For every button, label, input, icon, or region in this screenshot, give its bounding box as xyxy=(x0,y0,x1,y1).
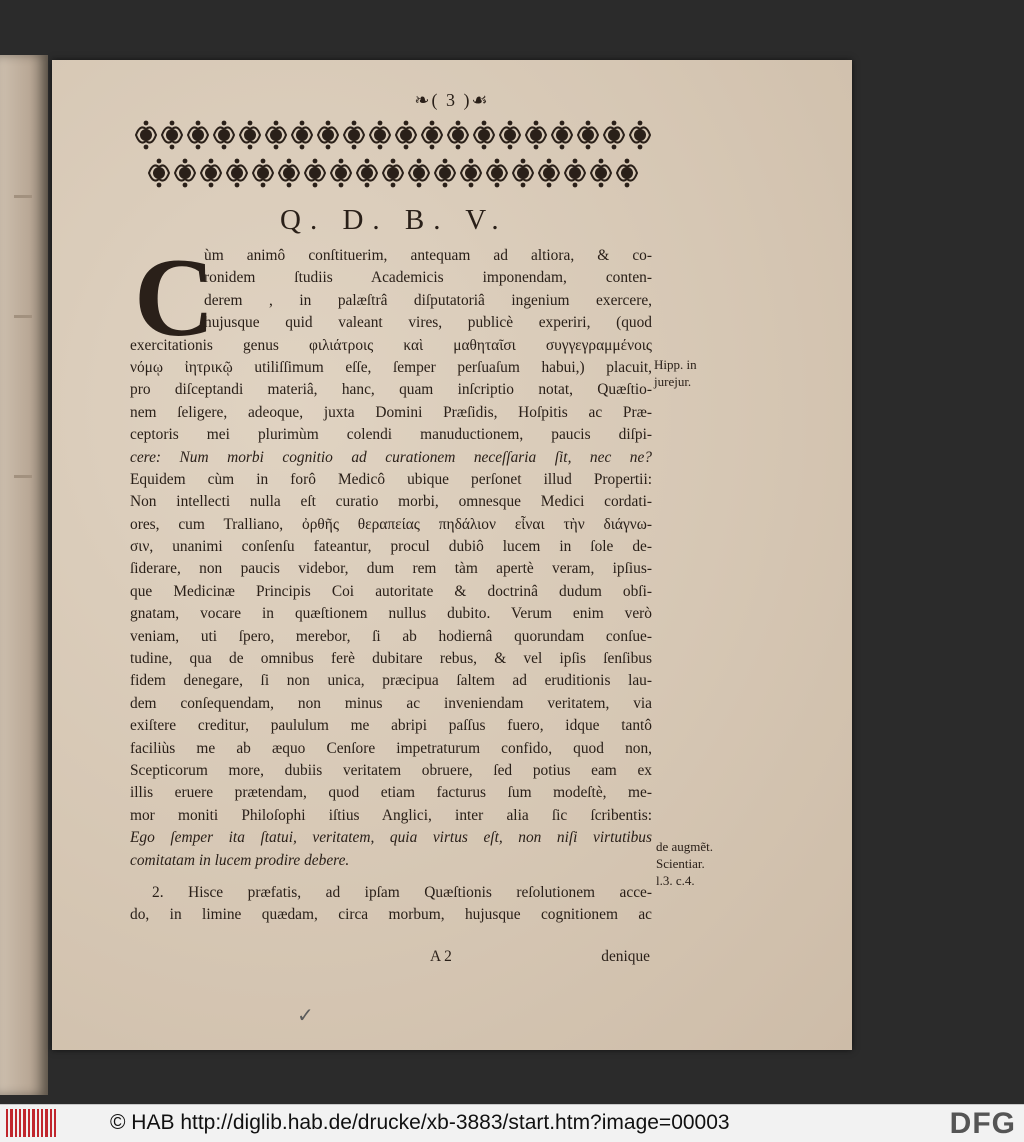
text-line: que Medicinæ Principis Coi autoritate & doctrinâ dudum obſi- xyxy=(130,582,652,600)
fleuron-row-bottom xyxy=(134,158,652,188)
text-line: ores, cum Tralliano, ὀρθῆς θεραπείας πηδάλιον εἶναι τὴν διάγνω- xyxy=(130,515,652,533)
text-line: veniam, uti ſpero, merebor, ſi ab hodiernâ quorundam conſue- xyxy=(130,627,652,645)
text-line: ronidem ſtudiis Academicis imponendam, conten- xyxy=(204,269,652,287)
decorative-border-icon xyxy=(134,120,652,188)
body-text xyxy=(130,236,652,927)
footer-bar xyxy=(0,1104,1024,1142)
drop-capital: C xyxy=(134,236,215,360)
text-line: hujusque quid valeant vires, publicè experiri, (quod xyxy=(204,314,652,332)
text-line: gnatam, vocare in quæſtionem nullus dubito. Verum enim verò xyxy=(130,605,652,623)
page-heading: Q. D. B. V. xyxy=(280,204,508,236)
margin-note: Hipp. in xyxy=(654,357,697,372)
text-line: nem ſeligere, adeoque, juxta Domini Præſidis, Hoſpitis ac Præ- xyxy=(130,403,652,421)
text-line: ùm animô conſtituerim, antequam ad altiora, & co- xyxy=(204,247,652,264)
margin-note: Scientiar. xyxy=(656,856,705,871)
margin-note: jurejur. xyxy=(654,374,692,389)
text-line: do, in limine quædam, circa morbum, hujusque cognitionem ac xyxy=(130,906,652,924)
signature-line xyxy=(430,946,650,968)
source-link[interactable]: © HAB http://diglib.hab.de/drucke/xb-3883/start.htm?image=00003 xyxy=(110,1111,730,1134)
text-line: 2. Hisce præfatis, ad ipſam Quæſtionis reſolutionem acce- xyxy=(152,883,652,901)
signature-mark: A 2 xyxy=(430,948,452,965)
text-line: Equidem cùm in forô Medicô ubique perſonet illud Propertii: xyxy=(130,470,652,488)
text-line: Ego ſemper ita ſtatui, veritatem, quia virtus eſt, non niſi virtutibus xyxy=(130,829,652,847)
text-line: illis eruere prætendam, quod etiam facturus ſum modeſtè, me- xyxy=(130,784,652,802)
fleuron-row-top xyxy=(134,120,652,150)
text-line: ſiderare, non paucis videbor, dum rem tàm apertè veram, ipſius- xyxy=(130,560,652,578)
margin-note: l.3. c.4. xyxy=(656,873,695,888)
text-line: ceptoris mei plurimùm colendi manuductionem, paucis diſpi- xyxy=(130,426,652,444)
text-line: mor moniti Philoſophi iſtius Anglici, inter alia ſic ſcribentis: xyxy=(130,806,652,824)
text-line: νόμῳ ἰητρικῷ utiliſſimum eſſe, ſemper perſuaſum habui,) placuit, xyxy=(130,358,652,376)
scanned-page xyxy=(52,60,852,1050)
previous-page-edge xyxy=(0,55,48,1095)
text-line: comitatam in lucem prodire debere. xyxy=(130,851,350,869)
text-line: exercitationis genus φιλιάτροις καὶ μαθηταῖσι συγγεγραμμένοις xyxy=(130,336,652,354)
text-line: faciliùs me ab æquo Cenſore impetraturum confido, quod non, xyxy=(130,739,652,757)
ornament-left-icon: ❧( xyxy=(414,90,440,110)
page-number-value: 3 xyxy=(445,90,457,110)
text-line: fidem denegare, ſi non unica, præcipua ſaltem ad eruditionis lau- xyxy=(130,672,652,690)
text-line: pro diſceptandi materiâ, hanc, quam inſcriptio notat, Quæſtio- xyxy=(130,381,652,399)
pencil-mark-icon: ✓ xyxy=(297,1005,314,1027)
barcode-icon xyxy=(6,1109,56,1137)
page-number xyxy=(392,90,512,111)
text-line: dem conſequendam, non minus ac inveniendam veritatem, via xyxy=(130,694,652,712)
text-line: Scepticorum more, dubiis veritatem obruere, ſed potius eam ex xyxy=(130,761,652,779)
catchword: denique xyxy=(601,948,650,965)
text-line: exiſtere creditur, paululum me abripi paſſus fuero, idque tantô xyxy=(130,717,652,735)
dfg-logo: DFG xyxy=(949,1107,1016,1140)
text-line: σιν, unanimi conſenſu fateantur, procul dubiô lucem in ſole de- xyxy=(130,538,652,556)
ornament-right-icon: )☙ xyxy=(463,90,490,110)
text-line: Non intellecti nulla eſt curatio morbi, omnesque Medici cordati- xyxy=(130,493,652,511)
margin-note: de augmẽt. xyxy=(656,839,714,854)
text-line: cere: Num morbi cognitio ad curationem neceſſaria ſit, nec ne? xyxy=(130,448,652,466)
text-line: derem , in palæſtrâ diſputatoriâ ingenium exercere, xyxy=(204,291,652,309)
text-line: tudine, qua de omnibus ferè dubitare rebus, & vel ipſis ſenſibus xyxy=(130,650,652,668)
